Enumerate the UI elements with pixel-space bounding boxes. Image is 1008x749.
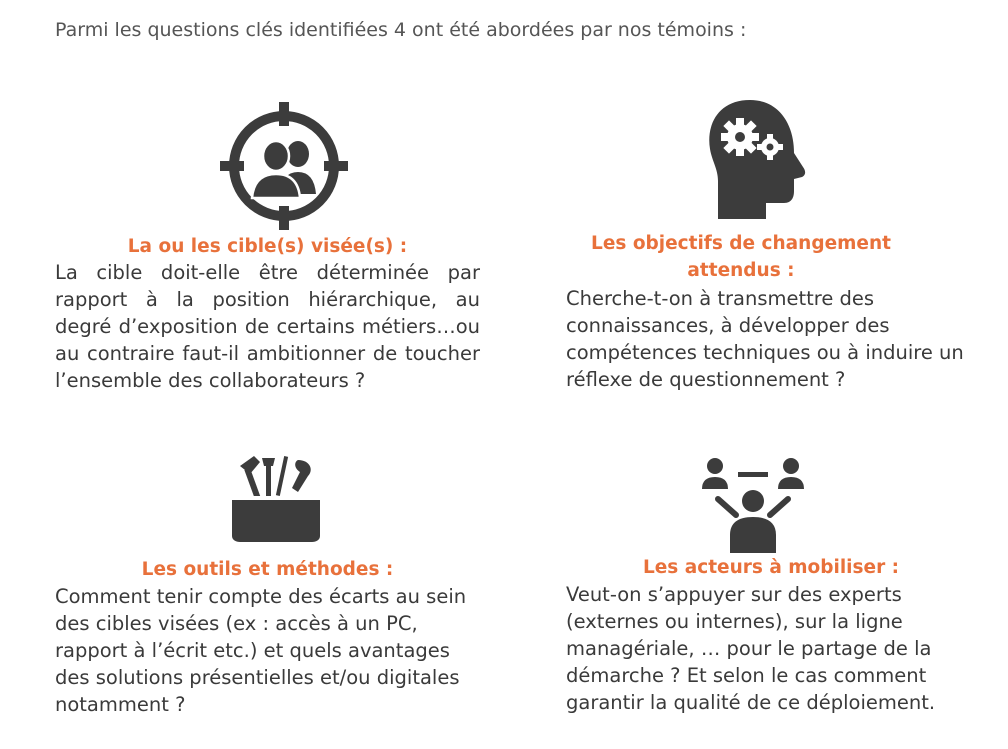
people-network-icon [700,455,808,555]
section-heading-actors: Les acteurs à mobiliser : [642,557,900,578]
section-heading-tools: Les outils et méthodes : [141,559,394,580]
section-body-actors: Veut-on s’appuyer sur des experts (externes ou internes), sur la ligne managériale, … pour le partage de la démarche ? Et selon le cas comment garantir la qualité de ce déploiement. [566,583,936,714]
target-users-icon [218,100,350,232]
intro-text: Parmi les questions clés identifiées 4 ont été abordées par nos témoins : [55,19,747,41]
section-heading-targets: La ou les cible(s) visée(s) : [127,236,408,257]
section-body-tools: Comment tenir compte des écarts au sein des cibles visées (ex : accès à un PC, rapport à l’écrit etc.) et quels avantages des solutions présentielles et/ou digitales notamment ? [55,585,467,716]
toolbox-icon [228,452,324,544]
section-heading-objectives: Les objectifs de changement attendus : [591,233,891,281]
head-gears-icon [700,97,810,222]
section-body-objectives: Cherche-t-on à transmettre des connaissances, à développer des compétences techniques ou à induire un réflexe de questionnement ? [566,287,964,391]
section-body-targets: La cible doit-elle être déterminée par rapport à la position hiérarchique, au degré d’exposition de certains métiers…ou au contraire faut-il ambitionner de toucher l’ensemble des collaborateurs ? [55,261,480,392]
